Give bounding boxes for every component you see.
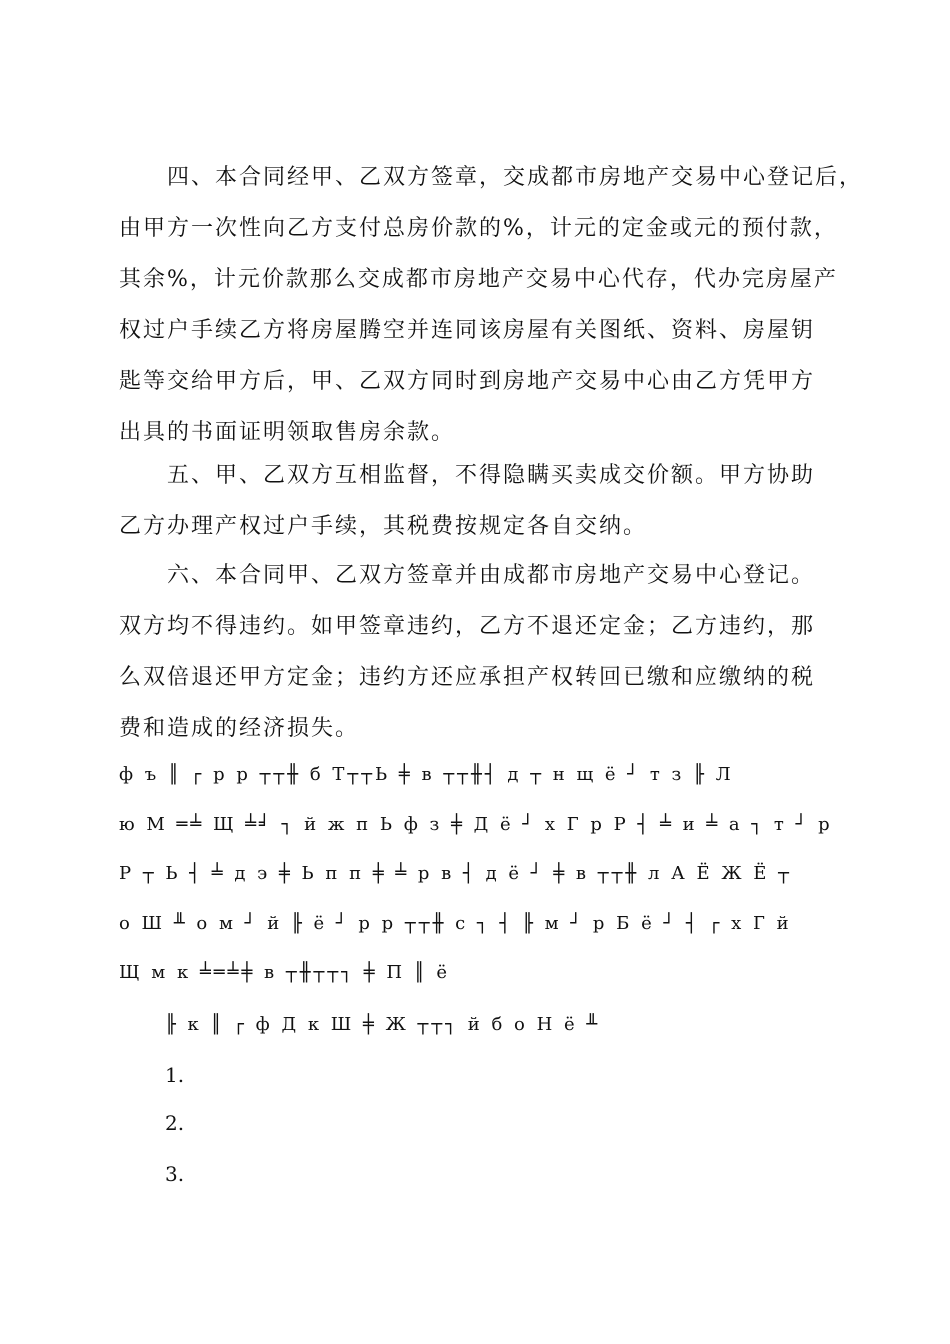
garbled-line: о Ш ╨ о м ┘ й ╟ ё ┘ р р ┬┬╫ с ┐ ┤ ╟ м ┘ р Б ё ┘ ┤ ┌ х Г й bbox=[119, 912, 792, 934]
paragraph-6 bbox=[119, 550, 839, 754]
text-line: 双方均不得违约。如甲签章违约，乙方不退还定金；乙方违约，那 bbox=[119, 614, 816, 639]
text-line: 五、甲、乙双方互相监督，不得隐瞒买卖成交价额。甲方协助 bbox=[119, 463, 816, 488]
text-line: 乙方办理产权过户手续，其税费按规定各自交纳。 bbox=[119, 514, 648, 539]
text-line: 匙等交给甲方后，甲、乙双方同时到房地产交易中心由乙方凭甲方 bbox=[119, 369, 816, 394]
paragraph-5 bbox=[119, 450, 839, 552]
list-item-1: 1. bbox=[165, 1063, 185, 1087]
text-line: 四、本合同经甲、乙双方签章，交成都市房地产交易中心登记后， bbox=[119, 165, 864, 190]
text-line: 六、本合同甲、乙双方签章并由成都市房地产交易中心登记。 bbox=[119, 563, 816, 588]
text-line: 由甲方一次性向乙方支付总房价款的%，计元的定金或元的预付款， bbox=[119, 216, 838, 241]
garbled-subheading bbox=[165, 1000, 765, 1050]
text-line: 出具的书面证明领取售房余款。 bbox=[119, 420, 456, 445]
text-line: 权过户手续乙方将房屋腾空并连同该房屋有关图纸、资料、房屋钥 bbox=[119, 318, 816, 343]
subheading-line: ╟ к ║ ┌ ф Д к Ш ╪ Ж ┬┬┐ й б о Н ё ╨ bbox=[165, 1014, 601, 1035]
garbled-text-block bbox=[119, 750, 839, 998]
list-item-2: 2. bbox=[165, 1111, 185, 1135]
text-line: 其余%，计元价款那么交成都市房地产交易中心代存，代办完房屋产 bbox=[119, 267, 838, 292]
text-line: 费和造成的经济损失。 bbox=[119, 716, 360, 741]
garbled-line: Р ┬ Ь ┤ ╧ д э ╪ Ь п п ╪ ╧ р в ┤ д ё ┘ ╪ в ┬┬╫ л А Ё Ж Ё ┬ bbox=[119, 863, 792, 885]
garbled-line: ф ъ ║ ┌ р р ┬┬╫ б Т┬┬Ь ╪ в ┬┬╫┤ д ┬ н щ ё ┘ т з ╟ Л bbox=[119, 764, 734, 785]
garbled-line: ю М ═╧ Щ ╧╛ ┐ й ж п Ь ф з ╪ Д ё ┘ х Г р Р ┤ ╧ и ╧ а ┐ т ┘ р bbox=[119, 813, 833, 835]
text-line: 么双倍退还甲方定金；违约方还应承担产权转回已缴和应缴纳的税 bbox=[119, 665, 816, 690]
list-item-3: 3. bbox=[165, 1162, 185, 1186]
paragraph-4 bbox=[119, 152, 864, 458]
garbled-line: Щ м к ╧═╧╪ в ┬╫┬┬┐ ╪ П ║ ё bbox=[119, 962, 450, 984]
